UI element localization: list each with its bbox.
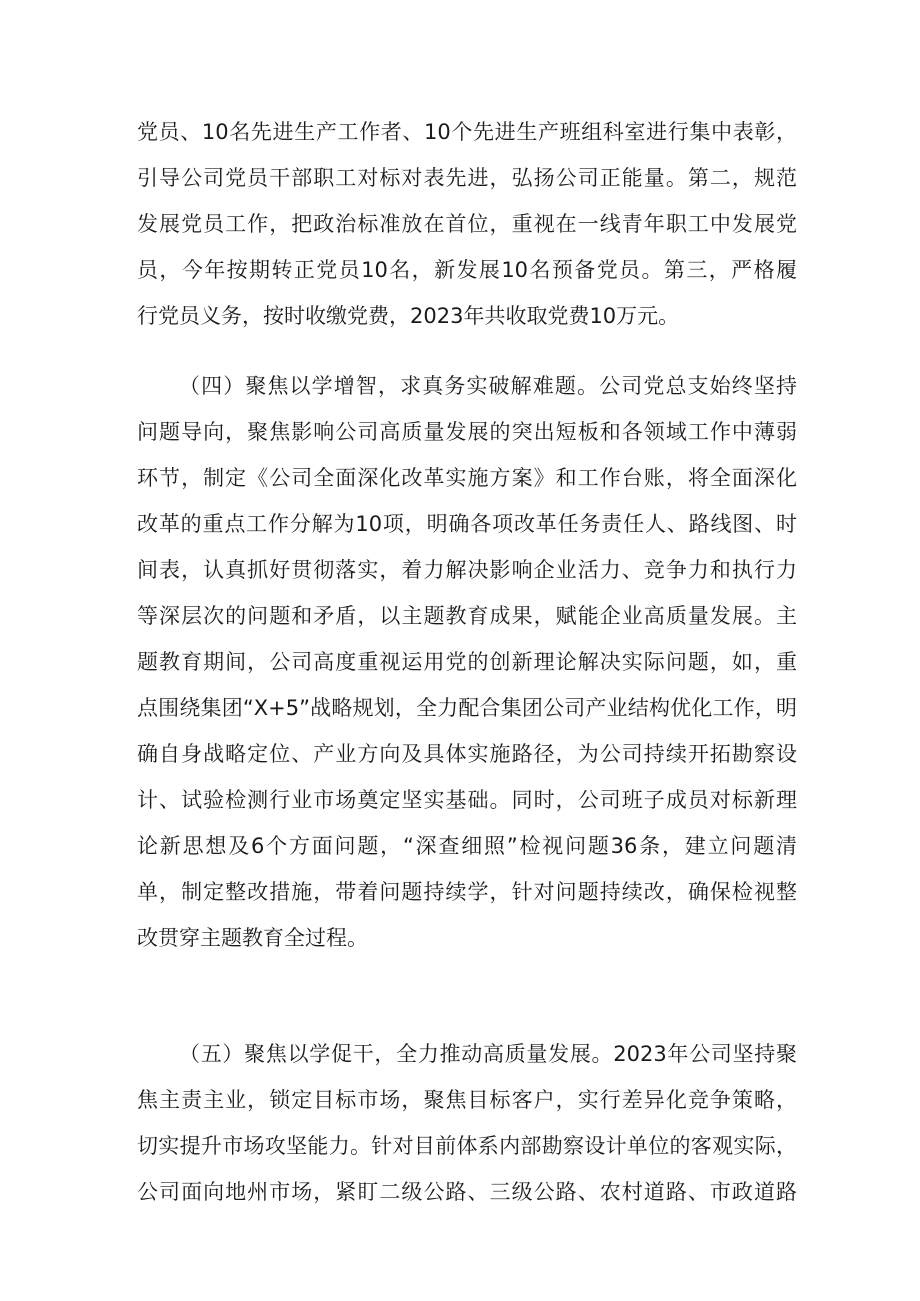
- text-line: 引导公司党员干部职工对标对表先进，弘扬公司正能量。第二，规范: [137, 166, 797, 190]
- paragraph-section-four: [137, 363, 797, 961]
- text-line: 确自身战略定位、产业方向及具体实施路径，为公司持续开拓勘察设: [137, 742, 797, 766]
- section-heading-line: （四）聚焦以学增智，求真务实破解难题。公司党总支始终坚持: [179, 374, 797, 398]
- text-line: 等深层次的问题和矛盾，以主题教育成果，赋能企业高质量发展。主: [137, 604, 797, 628]
- text-line: 发展党员工作，把政治标准放在首位，重视在一线青年职工中发展党: [137, 212, 797, 236]
- text-line: 论新思想及6个方面问题，“深查细照”检视问题36条，建立问题清: [137, 834, 797, 858]
- text-line: 改革的重点工作分解为10项，明确各项改革任务责任人、路线图、时: [137, 512, 797, 536]
- text-line: 单，制定整改措施，带着问题持续学，针对问题持续改，确保检视整: [137, 880, 797, 904]
- section-heading-line: （五）聚焦以学促干，全力推动高质量发展。2023年公司坚持聚: [179, 1042, 797, 1066]
- text-line: 党员、10名先进生产工作者、10个先进生产班组科室进行集中表彰，: [137, 120, 797, 144]
- text-line: 焦主责主业，锁定目标市场，聚焦目标客户，实行差异化竞争策略，: [137, 1088, 797, 1112]
- text-line: 行党员义务，按时收缴党费，2023年共收取党费10万元。: [137, 304, 680, 328]
- text-line: 题教育期间，公司高度重视运用党的创新理论解决实际问题，如，重: [137, 650, 797, 674]
- paragraph-party-member-development: [137, 109, 797, 339]
- text-line: 计、试验检测行业市场奠定坚实基础。同时，公司班子成员对标新理: [137, 788, 797, 812]
- text-line: 改贯穿主题教育全过程。: [137, 926, 368, 950]
- text-line: 环节，制定《公司全面深化改革实施方案》和工作台账，将全面深化: [137, 466, 797, 490]
- text-line: 切实提升市场攻坚能力。针对目前体系内部勘察设计单位的客观实际，: [137, 1134, 797, 1158]
- text-line: 间表，认真抓好贯彻落实，着力解决影响企业活力、竞争力和执行力: [137, 558, 797, 582]
- text-line: 公司面向地州市场，紧盯二级公路、三级公路、农村道路、市政道路: [137, 1180, 797, 1204]
- text-line: 员，今年按期转正党员10名，新发展10名预备党员。第三，严格履: [137, 258, 797, 282]
- paragraph-section-five: [137, 1031, 797, 1215]
- text-line: 问题导向，聚焦影响公司高质量发展的突出短板和各领域工作中薄弱: [137, 420, 797, 444]
- text-line: 点围绕集团“X+5”战略规划，全力配合集团公司产业结构优化工作，明: [137, 696, 797, 720]
